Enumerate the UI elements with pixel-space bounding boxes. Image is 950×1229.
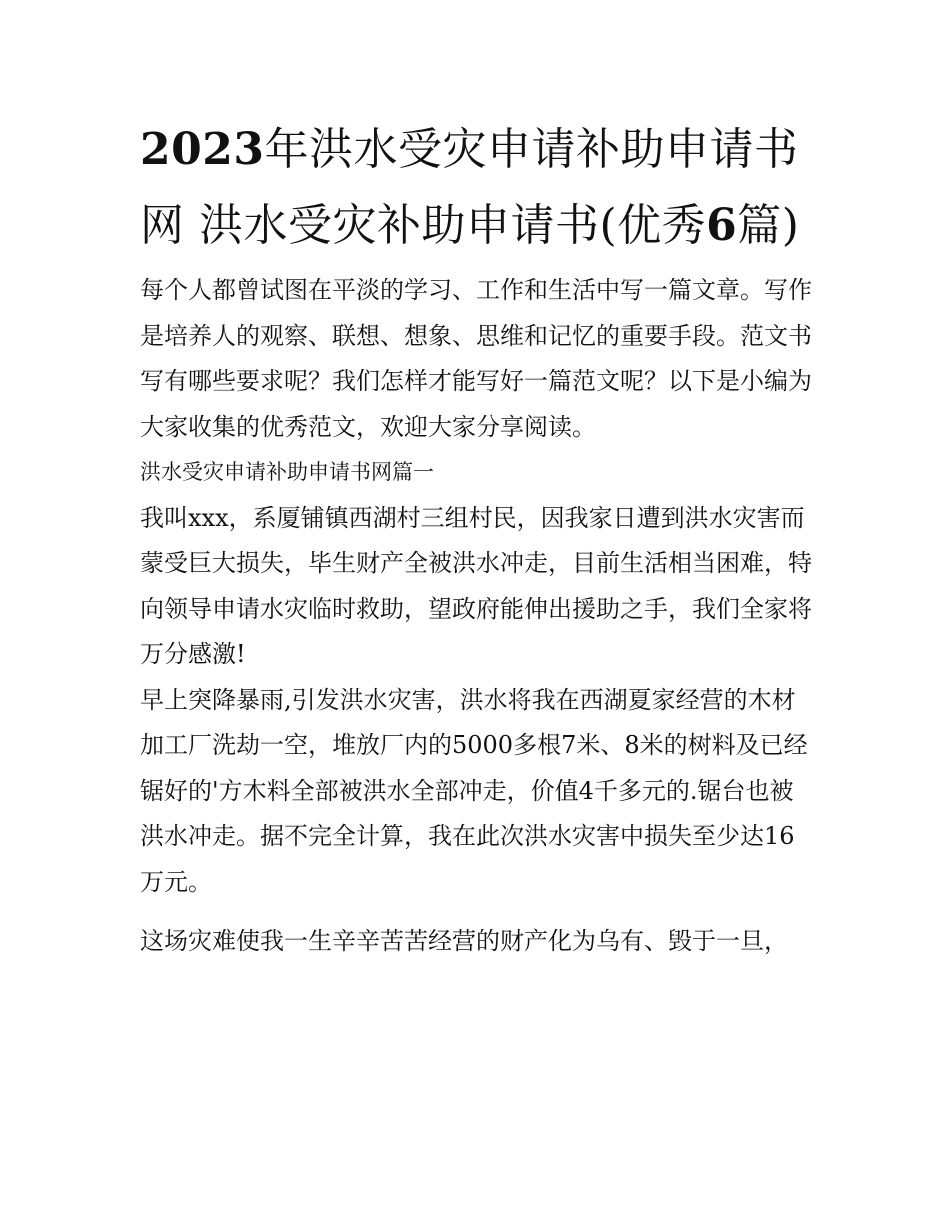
body-paragraph-2: 早上突降暴雨,引发洪水灾害，洪水将我在西湖夏家经营的木材加工厂洗劫一空，堆放厂内的5000多根7米、8米的树料及已经锯好的'方木料全部被洪水全部冲走，价值4千多元的.锯台也被洪水冲走。据不完全计算，我在此次洪水灾害中损失至少达16万元。 [140, 685, 808, 896]
section-heading: 洪水受灾申请补助申请书网篇一 [140, 460, 434, 484]
title-year: 2023 [140, 124, 265, 175]
title-main: 年洪水受灾申请补助申请书网 洪水受灾补助申请书(优秀 [140, 124, 799, 251]
title-number: 6 [706, 200, 738, 251]
title-end: 篇) [737, 200, 800, 251]
body-paragraph-3: 这场灾难使我一生辛辛苦苦经营的财产化为乌有、毁于一旦， [140, 927, 788, 955]
document-title [140, 112, 812, 264]
paragraph-gap [140, 905, 812, 919]
intro-paragraph: 每个人都曾试图在平淡的学习、工作和生活中写一篇文章。写作是培养人的观察、联想、想象、思维和记忆的重要手段。范文书写有哪些要求呢？我们怎样才能写好一篇范文呢？以下是小编为大家收集的优秀范文，欢迎大家分享阅读。 [140, 276, 812, 441]
body-paragraph-1: 我叫xxx，系厦铺镇西湖村三组村民，因我家日遭到洪水灾害而蒙受巨大损失，毕生财产全被洪水冲走，目前生活相当困难，特向领导申请水灾临时救助，望政府能伸出援助之手，我们全家将万分感激! [140, 503, 812, 668]
document-page [140, 112, 812, 965]
